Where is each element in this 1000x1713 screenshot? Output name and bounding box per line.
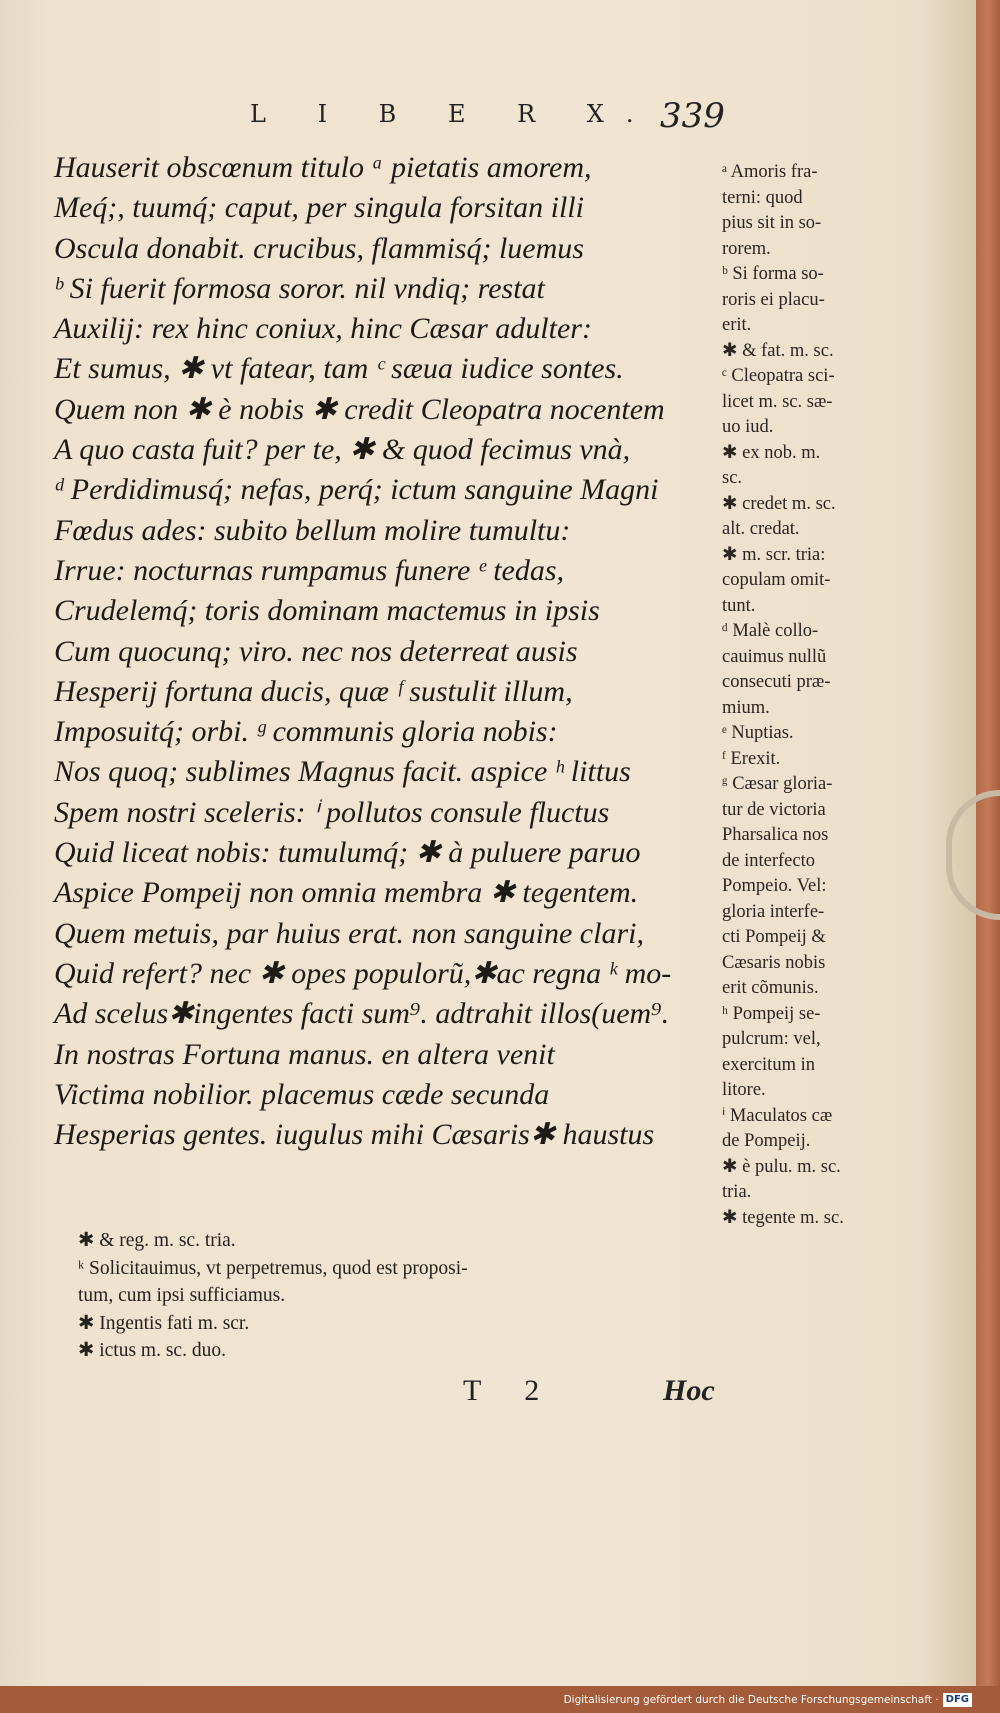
verse-line: Crudelemq́; toris dominam mactemus in ipsis bbox=[54, 594, 600, 628]
gloss-line: terni: quod bbox=[722, 187, 803, 208]
verse-line: Imposuitq́; orbi. ᵍ communis gloria nobis: bbox=[54, 715, 558, 749]
page-number: 339 bbox=[660, 96, 725, 136]
catchword: Hoc bbox=[663, 1374, 715, 1407]
gloss-line: ᵃ Amoris fra- bbox=[722, 162, 818, 182]
gloss-line: consecuti præ- bbox=[722, 672, 831, 692]
gloss-line: uo iud. bbox=[722, 417, 774, 437]
gloss-line: ⁱ Maculatos cæ bbox=[722, 1105, 833, 1126]
verse-line: Et sumus, ✱ vt fatear, tam ᶜ sæua iudice sontes. bbox=[54, 352, 624, 386]
footnote-line: ✱ ictus m. sc. duo. bbox=[78, 1340, 226, 1361]
gloss-line: ✱ tegente m. sc. bbox=[722, 1207, 844, 1228]
gloss-line: ✱ m. scr. tria: bbox=[722, 544, 826, 565]
verse-line: ᵈ Perdidimusq́; nefas, perq́; ictum sanguine Magni bbox=[54, 473, 659, 507]
verse-line: Ad scelus✱ingentes facti sum⁹. adtrahit illos(uem⁹. bbox=[54, 997, 670, 1031]
verse-line: Irrue: nocturnas rumpamus funere ᵉ tedas, bbox=[54, 553, 565, 587]
verse-line: Hesperias gentes. iugulus mihi Cæsaris✱ haustus bbox=[54, 1118, 655, 1152]
verse-line: Quid refert? nec ✱ opes populorũ,✱ac regna ᵏ mo- bbox=[54, 956, 672, 990]
gloss-line: ✱ & fat. m. sc. bbox=[722, 340, 834, 361]
gloss-line: ᵇ Si forma so- bbox=[722, 264, 824, 284]
gloss-line: ✱ è pulu. m. sc. bbox=[722, 1156, 841, 1177]
verse-line: Fœdus ades: subito bellum molire tumultu: bbox=[54, 513, 571, 547]
gloss-line: Pharsalica nos bbox=[722, 825, 829, 845]
credit-text: Digitalisierung gefördert durch die Deutsche Forschungsgemeinschaft · bbox=[563, 1694, 939, 1706]
margin-gloss bbox=[722, 160, 902, 1231]
footnote-line: tum, cum ipsi sufficiamus. bbox=[78, 1285, 286, 1306]
gloss-line: de Pompeij. bbox=[722, 1131, 811, 1151]
verse-line: Auxilij: rex hinc coniux, hinc Cæsar adulter: bbox=[54, 312, 592, 346]
gloss-line: pius sit in so- bbox=[722, 213, 822, 233]
verse-line: Cum quocunq; viro. nec nos deterreat ausis bbox=[54, 634, 578, 668]
running-title: L I B E R X. bbox=[250, 100, 656, 128]
gloss-line: Pompeio. Vel: bbox=[722, 876, 827, 896]
gloss-line: ʰ Pompeij se- bbox=[722, 1003, 821, 1024]
verse-line: Aspice Pompeij non omnia membra ✱ tegentem. bbox=[54, 876, 639, 910]
verse-line: Nos quoq; sublimes Magnus facit. aspice ʰ littus bbox=[54, 755, 631, 789]
dfg-credit bbox=[564, 1689, 972, 1711]
gloss-line: de interfecto bbox=[722, 850, 815, 871]
gloss-line: exercitum in bbox=[722, 1054, 815, 1075]
gloss-line: tur de victoria bbox=[722, 799, 826, 820]
gloss-line: Cæsaris nobis bbox=[722, 952, 826, 973]
gloss-line: tria. bbox=[722, 1182, 752, 1202]
verse-column bbox=[54, 148, 734, 1155]
footnote-line: ✱ Ingentis fati m. scr. bbox=[78, 1312, 250, 1334]
running-head bbox=[250, 96, 730, 136]
gloss-line: ᵍ Cæsar gloria- bbox=[722, 774, 833, 794]
gloss-line: tunt. bbox=[722, 595, 756, 616]
verse-line: Hesperij fortuna ducis, quæ ᶠ sustulit illum, bbox=[54, 674, 573, 708]
gloss-line: ᶠ Erexit. bbox=[722, 748, 781, 769]
gloss-line: ᵉ Nuptias. bbox=[722, 723, 794, 743]
verse-line: Meq́;, tuumq́; caput, per singula forsitan illi bbox=[54, 191, 584, 225]
gloss-line: licet m. sc. sæ- bbox=[722, 391, 833, 412]
verse-line: Oscula donabit. crucibus, flammisq́; luemus bbox=[54, 231, 584, 265]
gloss-line: cauimus nullũ bbox=[722, 646, 827, 667]
gloss-line: copulam omit- bbox=[722, 570, 831, 590]
footnote-line: ᵏ Solicitauimus, vt perpetremus, quod est proposi- bbox=[78, 1257, 468, 1279]
verse-line: Quem metuis, par huius erat. non sanguine clari, bbox=[54, 916, 644, 950]
gloss-line: rorem. bbox=[722, 238, 771, 259]
signature-mark: T 2 bbox=[463, 1374, 558, 1407]
gloss-line: pulcrum: vel, bbox=[722, 1029, 821, 1049]
gloss-line: ✱ ex nob. m. bbox=[722, 442, 821, 463]
gloss-line: mium. bbox=[722, 697, 770, 718]
gloss-line: ✱ credet m. sc. bbox=[722, 493, 836, 514]
gloss-line: litore. bbox=[722, 1080, 766, 1100]
dfg-logo-icon: DFG bbox=[943, 1693, 972, 1707]
gloss-line: erit cõmunis. bbox=[722, 978, 819, 998]
gloss-line: ᶜ Cleopatra sci- bbox=[722, 366, 835, 386]
verse-line: Spem nostri sceleris: ⁱ pollutos consule fluctus bbox=[54, 795, 610, 829]
verse-line: Hauserit obscœnum titulo ᵃ pietatis amorem, bbox=[54, 151, 592, 184]
gloss-line: cti Pompeij & bbox=[722, 927, 826, 947]
footnote-line: ✱ & reg. m. sc. tria. bbox=[78, 1230, 236, 1251]
gloss-line: ᵈ Malè collo- bbox=[722, 621, 819, 641]
verse-line: A quo casta fuit? per te, ✱ & quod fecimus vnà, bbox=[54, 433, 631, 467]
gloss-line: alt. credat. bbox=[722, 519, 800, 539]
footnotes bbox=[78, 1227, 698, 1365]
gloss-line: erit. bbox=[722, 315, 752, 335]
verse-line: In nostras Fortuna manus. en altera venit bbox=[54, 1037, 555, 1071]
verse-line: Quem non ✱ è nobis ✱ credit Cleopatra nocentem bbox=[54, 392, 665, 426]
gloss-line: roris ei placu- bbox=[722, 289, 825, 310]
verse-line: Victima nobilior. placemus cæde secunda bbox=[54, 1077, 550, 1111]
gloss-line: sc. bbox=[722, 468, 743, 488]
verse-line: Quid liceat nobis: tumulumq́; ✱ à puluere paruo bbox=[54, 836, 641, 870]
gloss-line: gloria interfe- bbox=[722, 901, 825, 922]
verse-line: ᵇ Si fuerit formosa soror. nil vndiq; restat bbox=[54, 271, 545, 305]
